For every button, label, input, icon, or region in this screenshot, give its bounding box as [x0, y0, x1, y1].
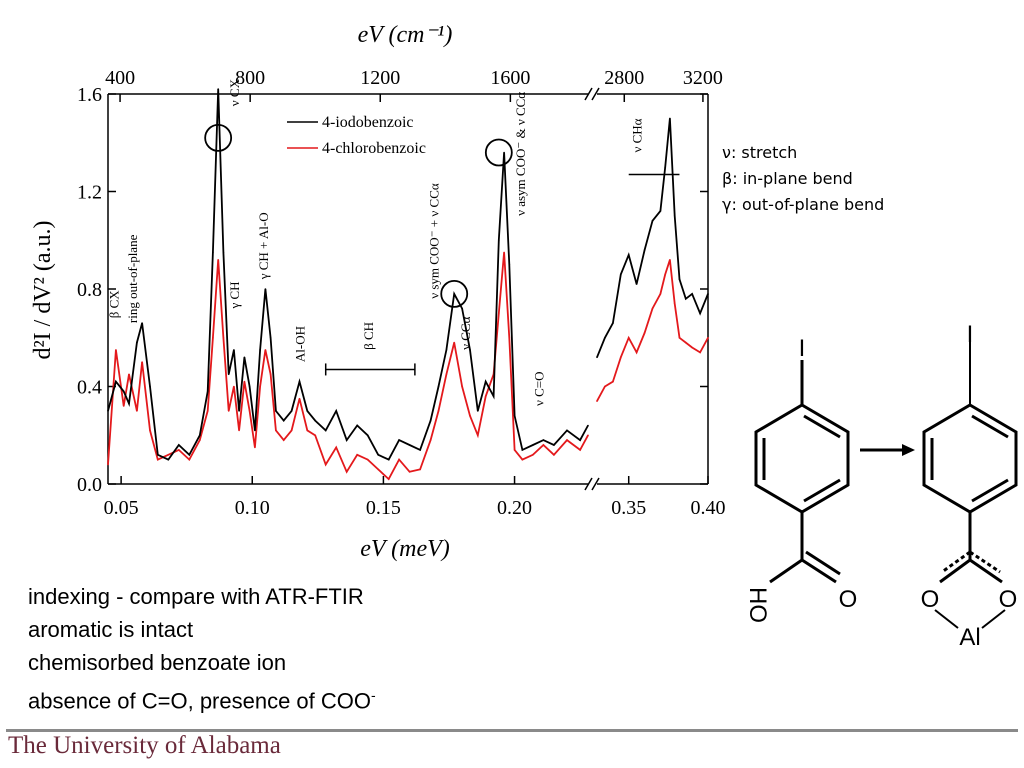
series-point — [398, 439, 400, 441]
series-point — [335, 410, 337, 412]
series-point — [128, 403, 130, 405]
series-point — [485, 381, 487, 383]
series-point — [660, 210, 662, 212]
series-point — [136, 342, 138, 344]
series-line-4-iodobenzoic — [597, 118, 708, 357]
legend-label-chloro: 4-chlorobenzoic — [322, 140, 426, 157]
legend-label-iodo: 4-iodobenzoic — [322, 114, 414, 131]
series-point — [238, 410, 240, 412]
series-point — [485, 396, 487, 398]
peak-annotation: Al-OH — [292, 325, 308, 363]
series-point — [244, 357, 246, 359]
y-tick-label: 0.8 — [77, 279, 102, 301]
series-point — [620, 357, 622, 359]
peak-annotation: ν C=O — [531, 371, 547, 406]
series-point — [612, 322, 614, 324]
note-text: absence of C=O, presence of COO — [28, 688, 372, 714]
series-point — [628, 254, 630, 256]
series-point — [652, 308, 654, 310]
series-point — [628, 337, 630, 339]
iodobenzoic-acid-structure — [756, 360, 848, 582]
series-point — [707, 293, 709, 295]
y-tick-label: 1.2 — [77, 181, 102, 204]
series-point — [212, 252, 214, 254]
series-point — [446, 349, 448, 351]
series-point — [644, 332, 646, 334]
series-point — [275, 430, 277, 432]
x-tick-label: 0.35 — [611, 497, 647, 519]
right-iodine-label: I — [966, 321, 974, 348]
series-point — [707, 337, 709, 339]
series-point — [356, 425, 358, 427]
series-point — [265, 288, 267, 290]
series-point — [189, 454, 191, 456]
series-point — [217, 259, 219, 261]
series-point — [691, 347, 693, 349]
series-point — [223, 252, 225, 254]
left-iodine-label: I — [798, 335, 806, 362]
series-point — [685, 342, 687, 344]
series-point — [636, 352, 638, 354]
series-point — [674, 303, 676, 305]
series-point — [419, 449, 421, 451]
series-point — [178, 444, 180, 446]
series-point — [115, 349, 117, 351]
footer-institution: The University of Alabama — [8, 732, 281, 759]
note-superscript: - — [371, 687, 376, 703]
y-tick-label: 0.4 — [77, 376, 102, 399]
series-point — [509, 337, 511, 339]
series-point — [498, 313, 500, 315]
series-point — [685, 298, 687, 300]
series-point — [207, 410, 209, 412]
top-tick-label: 800 — [235, 67, 266, 89]
symbol-in-plane-bend: β: in-plane bend — [722, 169, 853, 188]
series-point — [233, 386, 235, 388]
series-point — [553, 444, 555, 446]
series-point — [543, 444, 545, 446]
reaction-scheme — [720, 320, 1020, 660]
series-point — [233, 349, 235, 351]
series-point — [532, 454, 534, 456]
series-point — [498, 240, 500, 242]
series-point — [377, 469, 379, 471]
series-line-4-chlorobenzoic — [597, 260, 708, 401]
series-point — [461, 308, 463, 310]
y-tick-label: 0.0 — [77, 474, 102, 496]
peak-annotation: γ CH — [227, 281, 243, 309]
series-point — [249, 386, 251, 388]
series-point — [604, 386, 606, 388]
series-point — [636, 283, 638, 285]
series-point — [543, 439, 545, 441]
series-point — [514, 449, 516, 451]
series-point — [346, 439, 348, 441]
series-point — [207, 391, 209, 393]
peak-annotation: ν asym COO⁻ & ν CCα — [513, 91, 528, 216]
series-point — [223, 337, 225, 339]
series-point — [579, 439, 581, 441]
note-item: chemisorbed benzoate ion — [28, 650, 287, 675]
top-tick-label: 3200 — [682, 67, 723, 89]
peak-annotation: γ CH + Al-O — [256, 212, 271, 280]
series-point — [398, 459, 400, 461]
series-point — [664, 166, 666, 168]
series-point — [664, 274, 666, 276]
series-point — [644, 249, 646, 251]
series-point — [189, 459, 191, 461]
plot-area — [77, 67, 726, 519]
x-tick-label: 0.10 — [234, 497, 270, 519]
right-oxygen-1-label: O — [920, 586, 940, 613]
series-point — [419, 469, 421, 471]
vibration-symbol-key — [722, 140, 884, 218]
series-point — [270, 337, 272, 339]
note-item-coo — [28, 679, 376, 717]
series-point — [178, 449, 180, 451]
series-point — [115, 381, 117, 383]
series-point — [669, 118, 671, 120]
series-point — [477, 410, 479, 412]
series-point — [325, 464, 327, 466]
series-point — [283, 420, 285, 422]
series-point — [275, 410, 277, 412]
series-point — [493, 396, 495, 398]
series-point — [168, 454, 170, 456]
series-point — [604, 337, 606, 339]
series-point — [522, 449, 524, 451]
series-point — [149, 386, 151, 388]
series-point — [356, 454, 358, 456]
series-point — [212, 337, 214, 339]
x-tick-label: 0.20 — [497, 497, 533, 519]
series-point — [325, 430, 327, 432]
series-point — [377, 454, 379, 456]
series-point — [388, 478, 390, 480]
series-point — [299, 381, 301, 383]
series-point — [367, 435, 369, 437]
series-point — [283, 439, 285, 441]
peak-highlight-circle — [486, 140, 512, 166]
series-point — [612, 381, 614, 383]
series-point — [346, 471, 348, 473]
series-point — [299, 398, 301, 400]
series-point — [314, 435, 316, 437]
peak-annotation: ν CX — [227, 79, 243, 107]
series-point — [123, 391, 125, 393]
series-point — [409, 471, 411, 473]
legend — [287, 114, 426, 157]
series-point — [660, 293, 662, 295]
peak-annotation: ν CCα — [458, 316, 473, 350]
series-point — [669, 259, 671, 261]
series-point — [265, 349, 267, 351]
series-point — [254, 447, 256, 449]
series-point — [238, 430, 240, 432]
series-point — [259, 349, 261, 351]
series-point — [388, 459, 390, 461]
x-tick-label: 0.40 — [690, 497, 726, 519]
series-point — [503, 252, 505, 254]
series-point — [596, 357, 598, 359]
top-tick-label: 1600 — [490, 67, 531, 89]
series-point — [461, 386, 463, 388]
series-point — [477, 435, 479, 437]
series-point — [587, 425, 589, 427]
series-point — [259, 386, 261, 388]
series-point — [244, 381, 246, 383]
series-point — [679, 337, 681, 339]
note-item: aromatic is intact — [28, 617, 194, 642]
series-point — [149, 430, 151, 432]
series-point — [453, 342, 455, 344]
peak-annotation: ν CHα — [629, 118, 645, 153]
series-point — [453, 293, 455, 295]
series-point — [596, 400, 598, 402]
series-point — [367, 459, 369, 461]
right-aluminum-label: Al — [959, 624, 981, 651]
x-tick-label: 0.05 — [103, 497, 139, 519]
series-point — [199, 435, 201, 437]
series-point — [674, 215, 676, 217]
series-point — [307, 430, 309, 432]
peak-annotation: ring out-of-plane — [124, 234, 140, 324]
series-point — [514, 415, 516, 417]
top-tick-label: 2800 — [604, 67, 645, 89]
reaction-arrow — [860, 444, 915, 456]
series-point — [168, 459, 170, 461]
series-point — [469, 415, 471, 417]
series-point — [157, 459, 159, 461]
series-point — [579, 449, 581, 451]
note-item: indexing - compare with ATR-FTIR — [28, 584, 364, 609]
top-tick-label: 1200 — [360, 67, 401, 89]
series-point — [291, 430, 293, 432]
series-point — [587, 435, 589, 437]
top-axis-label: eV (cm⁻¹) — [357, 22, 453, 48]
notes-list — [28, 580, 376, 717]
series-point — [157, 454, 159, 456]
series-point — [307, 410, 309, 412]
series-point — [228, 410, 230, 412]
series-point — [509, 264, 511, 266]
series-point — [270, 374, 272, 376]
peak-annotation: β CX — [106, 290, 122, 319]
left-hydroxyl-label: HO — [744, 587, 771, 623]
series-point — [699, 352, 701, 354]
series-point — [566, 439, 568, 441]
series-point — [249, 410, 251, 412]
series-point — [314, 420, 316, 422]
series-point — [566, 430, 568, 432]
series-point — [522, 459, 524, 461]
symbol-out-of-plane-bend: γ: out-of-plane bend — [722, 195, 885, 214]
series-point — [438, 386, 440, 388]
series-point — [141, 361, 143, 363]
series-point — [107, 410, 109, 412]
series-point — [620, 274, 622, 276]
series-point — [136, 410, 138, 412]
series-point — [335, 447, 337, 449]
series-point — [430, 439, 432, 441]
series-point — [438, 410, 440, 412]
series-point — [199, 439, 201, 441]
x-tick-label: 0.15 — [365, 497, 401, 519]
series-point — [254, 430, 256, 432]
series-point — [409, 444, 411, 446]
symbol-stretch: ν: stretch — [722, 143, 798, 162]
top-tick-label: 400 — [105, 67, 136, 89]
y-tick-label: 1.6 — [77, 84, 102, 106]
series-point — [446, 374, 448, 376]
y-axis-label: d²I / dV² (a.u.) — [30, 220, 56, 360]
series-point — [128, 374, 130, 376]
series-point — [217, 88, 219, 90]
series-point — [652, 220, 654, 222]
series-point — [228, 374, 230, 376]
series-point — [553, 454, 555, 456]
right-oxygen-2-label: O — [998, 586, 1018, 613]
series-point — [532, 444, 534, 446]
series-point — [503, 152, 505, 154]
peak-annotation: ν sym COO⁻ + ν CCα — [426, 183, 442, 299]
left-carbonyl-o-label: O — [838, 586, 858, 613]
series-point — [291, 410, 293, 412]
peak-highlight-circle — [205, 125, 231, 151]
series-point — [141, 322, 143, 324]
peak-annotation: β CH — [360, 321, 376, 350]
series-point — [107, 464, 109, 466]
series-point — [691, 293, 693, 295]
series-point — [699, 313, 701, 315]
series-point — [123, 405, 125, 407]
series-point — [430, 420, 432, 422]
series-point — [679, 279, 681, 281]
aluminum-benzoate-structure — [924, 335, 1016, 628]
x-axis-label: eV (meV) — [360, 536, 450, 562]
